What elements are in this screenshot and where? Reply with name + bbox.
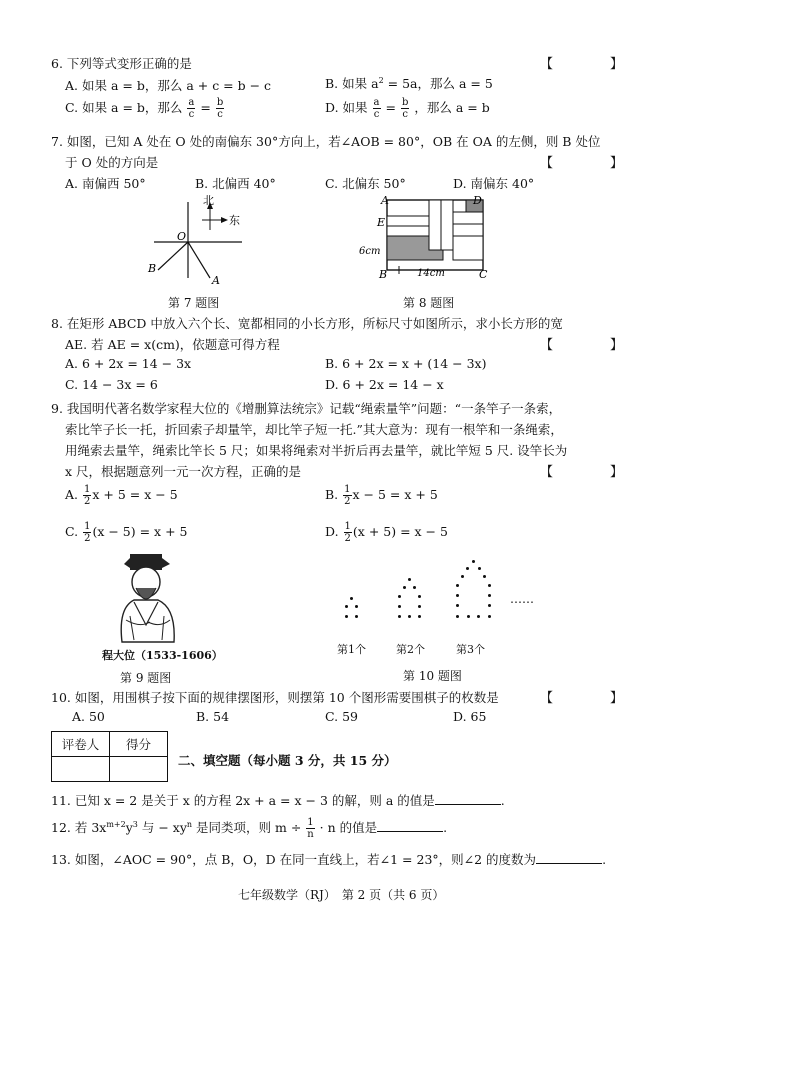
q9-option-d: D. $\frac{1}{2}$ (x + 5) = x − 5 [325,521,448,544]
fig8-caption: 第 8 题图 [403,296,455,310]
fig10-caption: 第 10 题图 [403,669,462,683]
q13: 13. 如图，∠AOC = 90°，点 B，O，D 在同一直线上，若∠1 = 23°，则∠2 的度数为 . [51,852,607,867]
fig7-point-a: A [212,274,220,287]
q9-line2: 索比竿子长一托，折回索子却量竿，却比竿子短一托.”其大意为：现有一根竿和一条绳索， [65,422,563,437]
fig10-label-2: 第2个 [396,643,425,656]
fig7-north-label: 北 [203,194,214,207]
fig10-dot [483,575,486,578]
q8-line1: 8. 在矩形 ABCD 中放入六个长、宽都相同的小长方形，所标尺寸如图所示，求小长方形的宽 [51,316,563,331]
fig7-caption: 第 7 题图 [168,296,220,310]
fig7-point-b: B [148,262,157,275]
q8-answer-bracket: 【 】 [540,338,646,353]
fig10-dot [350,597,353,600]
q10-stem: 10. 如图，用围棋子按下面的规律摆图形，则摆第 10 个图形需要围棋子的枚数是 [51,690,499,705]
section-2-heading: 二、填空题（每小题 3 分，共 15 分） [178,753,397,768]
q11-answer-blank[interactable] [435,792,501,805]
fig10-dot [477,615,480,618]
q6-option-d: D. 如果 $\frac{a}{c}$ = $\frac{b}{c}$ ，那么 a = b [325,97,490,120]
fig10-dot [403,586,406,589]
fig10-dot [408,615,411,618]
q10-option-d: D. 65 [453,709,487,724]
fig8-height-label: 6cm [359,246,381,257]
fig10-label-3: 第3个 [456,643,485,656]
q6-option-c: C. 如果 a = b，那么 $\frac{a}{c}$ = $\frac{b}{c}$ [65,97,224,120]
q9-line1: 9. 我国明代著名数学家程大位的《增删算法统宗》记载“绳索量竿”问题：“一条竿子一条索， [51,401,562,416]
fig10-ellipsis: …… [510,592,534,606]
q7-line1: 7. 如图，已知 A 处在 O 处的南偏东 30°方向上，若∠AOB = 80°，OB 在 OA 的左侧，则 B 处位 [51,134,601,149]
fig8-point-c: C [479,268,488,281]
q8-line2: AE. 若 AE = x(cm)，依题意可得方程 [65,337,280,352]
fig8-point-a: A [381,194,389,207]
fig10-dot [345,615,348,618]
q7-option-c: C. 北偏东 50° [325,176,406,191]
fig7-east-label: 东 [229,214,240,227]
fig8-point-e: E [377,216,386,229]
fig10-dot [488,604,491,607]
q8-option-d: D. 6 + 2x = 14 − x [325,377,444,392]
q6-option-b: B. 如果 $a^2 = 5a$，那么 a = 5 [325,75,493,91]
figure-7-diagram [140,190,250,290]
q12-answer-blank[interactable] [377,819,443,832]
q9-option-c: C. $\frac{1}{2}$ (x − 5) = x + 5 [65,521,188,544]
score-table-score-header: 得分 [110,732,168,757]
fig10-dot [461,575,464,578]
q8-option-a: A. 6 + 2x = 14 − 3x [65,356,192,371]
fig10-dot [418,605,421,608]
fig10-dot [398,595,401,598]
q11: 11. 已知 x = 2 是关于 x 的方程 2x + a = x − 3 的解，则 a 的值是 . [51,793,505,808]
fig10-dot [456,584,459,587]
fig10-dot [398,615,401,618]
fig10-dot [413,586,416,589]
fig10-dot [488,594,491,597]
q13-answer-blank[interactable] [536,851,602,864]
fig7-point-o: O [177,230,187,243]
fig10-dot [398,605,401,608]
q7-option-a: A. 南偏西 50° [65,176,146,191]
q6-answer-bracket: 【 】 [540,57,646,72]
fig10-label-1: 第1个 [337,643,366,656]
fig10-dot [408,578,411,581]
figure-9-portrait [100,550,200,645]
fig8-width-label: 14cm [417,268,445,279]
fig10-dot [418,615,421,618]
fig10-dot [488,584,491,587]
q6-stem: 6. 下列等式变形正确的是 [51,56,192,71]
q7-line2: 于 O 处的方向是 [65,155,159,170]
q10-option-c: C. 59 [325,709,358,724]
fig9-person-name: 程大位（1533-1606） [102,649,223,662]
q10-answer-bracket: 【 】 [540,691,646,706]
figure-8-diagram [355,190,495,290]
fig10-dot [472,560,475,563]
fig10-dot [467,615,470,618]
q7-option-b: B. 北偏西 40° [195,176,276,191]
fig10-dot [345,605,348,608]
fig10-dot [456,604,459,607]
score-table-grader-cell[interactable] [52,757,110,782]
q6-option-a: A. 如果 a = b，那么 a + c = b − c [65,78,272,93]
fig10-dot [456,615,459,618]
q8-option-c: C. 14 − 3x = 6 [65,377,158,392]
q12: 12. 若 $3x^{m+2}y^3$ 与 − $xy^n$ 是同类项，则 m ÷ $\frac{1}{n}$ · n 的值是 . [51,817,448,840]
page-footer: 七年级数学（RJ） 第 2 页（共 6 页） [238,888,445,902]
q10-option-b: B. 54 [196,709,230,724]
q9-line4: x 尺，根据题意列一元一次方程，正确的是 [65,464,302,479]
score-table-score-cell[interactable] [110,757,168,782]
fig10-dot [478,567,481,570]
q9-option-a: A. $\frac{1}{2}$ x + 5 = x − 5 [65,484,178,507]
fig10-dot [456,594,459,597]
fig10-dot [466,567,469,570]
score-table-grader-header: 评卷人 [52,732,110,757]
q7-option-d: D. 南偏东 40° [453,176,535,191]
q7-answer-bracket: 【 】 [540,156,646,171]
q10-option-a: A. 50 [72,709,105,724]
q9-option-b: B. $\frac{1}{2}$ x − 5 = x + 5 [325,484,438,507]
q8-option-b: B. 6 + 2x = x + (14 − 3x) [325,356,487,371]
fig8-point-b: B [379,268,388,281]
q9-line3: 用绳索去量竿，绳索比竿长 5 尺；如果将绳索对半折后再去量竿，就比竿短 5 尺. 设竿长为 [65,443,568,458]
fig10-dot [355,605,358,608]
fig10-dot [418,595,421,598]
q9-answer-bracket: 【 】 [540,465,646,480]
fig9-caption: 第 9 题图 [120,671,172,685]
fig8-point-d: D [473,194,482,207]
fig10-dot [488,615,491,618]
score-table [51,731,168,782]
fig10-dot [355,615,358,618]
